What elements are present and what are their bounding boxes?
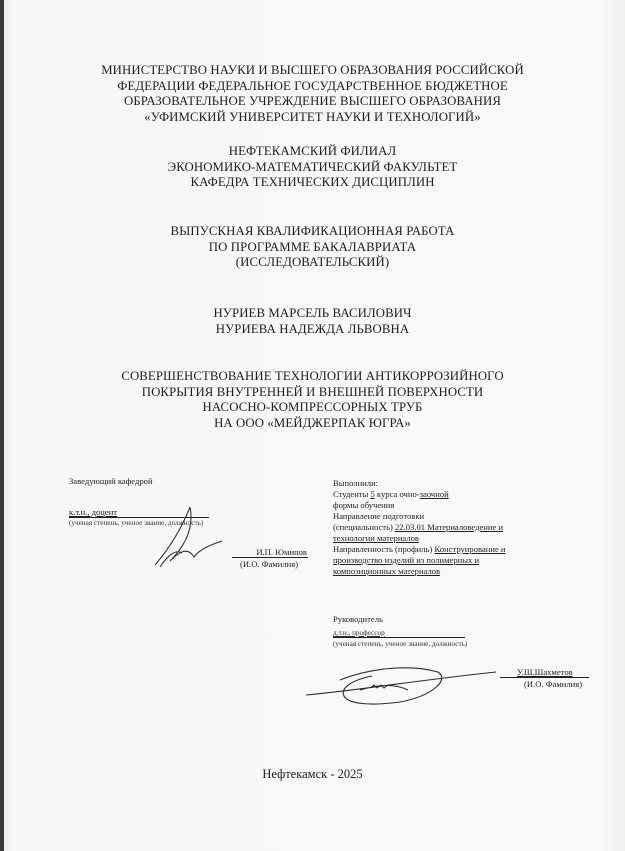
work-type-line: (ИССЛЕДОВАТЕЛЬСКИЙ) — [235, 255, 390, 269]
city-year: Нефтекамск - 2025 — [262, 767, 363, 781]
faculty-line: ЭКОНОМИКО-МАТЕМАТИЧЕСКИЙ ФАКУЛЬТЕТ — [167, 159, 458, 174]
work-type-line: ВЫПУСКНАЯ КВАЛИФИКАЦИОННАЯ РАБОТА — [170, 224, 455, 238]
title-line: ПОКРЫТИЯ ВНУТРЕННЕЙ И ВНЕШНЕЙ ПОВЕРХНОСТИ — [141, 384, 484, 399]
head-of-dept-name-caption: (И.О. Фамилия) — [240, 559, 299, 569]
study-form: заочной — [419, 489, 449, 499]
author-name: НУРИЕВА НАДЕЖДА ЛЬВОВНА — [215, 321, 410, 336]
header-line: ОБРАЗОВАТЕЛЬНОЕ УЧРЕЖДЕНИЕ ВЫСШЕГО ОБРАЗОВАНИЯ — [123, 94, 501, 108]
course-mid: курса очно- — [374, 489, 420, 499]
head-of-dept-label: Заведующий кафедрой — [69, 476, 153, 486]
direction-name: технологии материалов — [333, 533, 419, 543]
header-line: ФЕДЕРАЦИИ ФЕДЕРАЛЬНОЕ ГОСУДАРСТВЕННОЕ БЮДЖЕТНОЕ — [117, 78, 508, 93]
branch-block — [0, 144, 625, 191]
signature-line — [232, 557, 308, 558]
supervisor-name: У.Ш.Шахметов — [517, 667, 573, 677]
supervisor-name-caption: (И.О. Фамилия) — [524, 679, 583, 689]
supervisor-label: Руководитель — [333, 614, 383, 624]
specialty-prefix: (специальность) — [333, 522, 395, 532]
branch-line: НЕФТЕКАМСКИЙ ФИЛИАЛ — [228, 144, 397, 158]
ministry-header — [0, 63, 625, 125]
head-of-dept-name: И.П. Юминов — [256, 547, 307, 557]
head-of-dept-degree-caption: (ученая степень, ученое звание, должность) — [69, 519, 204, 527]
department-line: КАФЕДРА ТЕХНИЧЕСКИХ ДИСЦИПЛИН — [190, 175, 435, 189]
author-name: НУРИЕВ МАРСЕЛЬ ВАСИЛОВИЧ — [213, 306, 412, 320]
course-number: 5 — [370, 489, 375, 499]
work-type-line: ПО ПРОГРАММЕ БАКАЛАВРИАТА — [208, 239, 417, 254]
header-line: «УФИМСКИЙ УНИВЕРСИТЕТ НАУКИ И ТЕХНОЛОГИЙ» — [144, 109, 481, 124]
performers-course-line — [333, 489, 449, 500]
title-line: НА ООО «МЕЙДЖЕРПАК ЮГРА» — [214, 415, 411, 430]
direction-label: Направление подготовки — [333, 511, 425, 521]
course-prefix: Студенты — [333, 489, 371, 499]
direction-code: 22.03.01 Материаловедение и — [395, 522, 504, 532]
profile-prefix: Направленность (профиль) — [333, 544, 435, 554]
supervisor-degree: д.т.н., профессор — [333, 629, 385, 637]
title-line: НАСОСНО-КОМПРЕССОРНЫХ ТРУБ — [202, 400, 423, 414]
head-of-dept-degree: к.т.н., доцент — [69, 507, 118, 517]
thesis-title — [0, 369, 625, 431]
signature-line — [500, 677, 589, 678]
signature-line — [333, 637, 465, 638]
profile-name-part: производство изделий из полимерных и — [333, 555, 480, 565]
supervisor-signature-icon — [300, 650, 500, 730]
performers-label: Выполнили: — [333, 478, 379, 488]
title-line: СОВЕРШЕНСТВОВАНИЕ ТЕХНОЛОГИИ АНТИКОРРОЗИЙНОГО — [121, 369, 504, 383]
supervisor-degree-caption: (ученая степень, ученое звание, должность) — [333, 640, 468, 648]
profile-name-part: Конструирование и — [434, 544, 506, 554]
head-signature-icon — [150, 505, 230, 575]
direction-line — [333, 522, 503, 533]
header-line: МИНИСТЕРСТВО НАУКИ И ВЫСШЕГО ОБРАЗОВАНИЯ РОССИЙСКОЙ — [101, 63, 524, 77]
work-type-block — [0, 224, 625, 271]
profile-name-part: композиционных материалов — [333, 566, 441, 576]
authors-block — [0, 306, 625, 337]
profile-line — [333, 544, 506, 555]
study-form-line: формы обучения — [333, 500, 395, 510]
